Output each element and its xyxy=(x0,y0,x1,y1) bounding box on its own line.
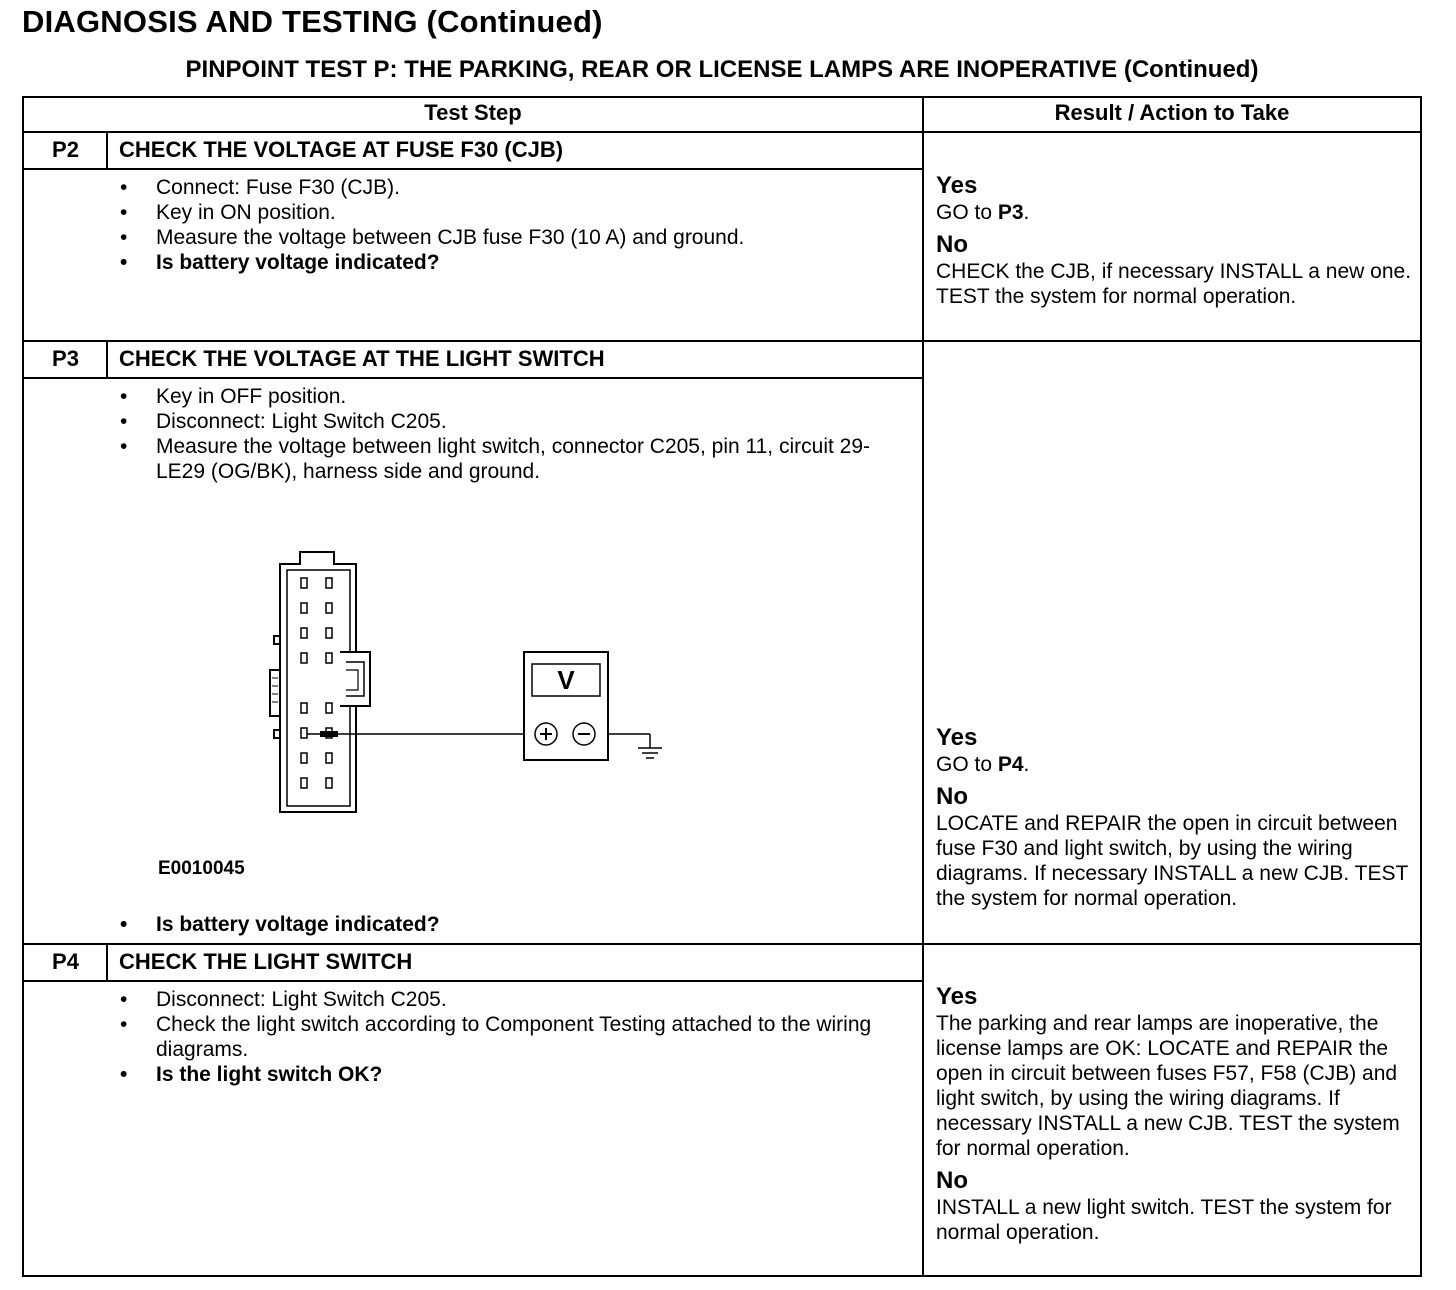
result-yes-label: Yes xyxy=(936,983,978,1010)
step-divider xyxy=(24,340,1420,342)
step-result xyxy=(936,983,1420,1251)
column-header-result: Result / Action to Take xyxy=(1054,100,1290,125)
goto-step-link[interactable]: P3 xyxy=(997,201,1024,224)
step-result xyxy=(936,724,1420,917)
step-divider xyxy=(24,943,1420,945)
result-yes-action: GO to P3. xyxy=(936,201,1030,224)
step-instructions xyxy=(116,384,906,484)
meter-label: V xyxy=(557,665,575,695)
column-header-test-step: Test Step xyxy=(424,100,522,125)
pinpoint-test-table xyxy=(22,96,1422,1277)
instruction-item: • Measure the voltage between CJB fuse F30 (10 A) and ground. xyxy=(116,225,906,250)
result-yes-action: GO to P4. xyxy=(936,753,1030,776)
figure-id: E0010045 xyxy=(158,858,245,879)
column-divider xyxy=(922,98,924,1275)
header-divider xyxy=(24,131,1420,133)
step-question: • Is the light switch OK? xyxy=(116,1062,906,1087)
step-title-divider xyxy=(24,980,922,982)
step-id: P4 xyxy=(52,949,79,974)
voltmeter-connector-diagram xyxy=(262,544,682,824)
result-no-action: LOCATE and REPAIR the open in circuit between fuse F30 and light switch, by using the wiring diagrams. If necessary INSTALL a new CJB. TEST the system for normal operation. xyxy=(936,812,1408,910)
step-title: CHECK THE VOLTAGE AT THE LIGHT SWITCH xyxy=(119,346,605,371)
result-no-action: CHECK the CJB, if necessary INSTALL a new one. TEST the system for normal operation. xyxy=(936,260,1412,308)
result-no-label: No xyxy=(936,231,968,258)
step-instructions xyxy=(116,175,906,275)
result-no-label: No xyxy=(936,1167,968,1194)
step-result xyxy=(936,172,1420,315)
step-title-divider xyxy=(24,377,922,379)
instruction-item: • Disconnect: Light Switch C205. xyxy=(116,987,906,1012)
page-title: DIAGNOSIS AND TESTING (Continued) xyxy=(22,4,603,39)
step-title-divider xyxy=(24,168,922,170)
result-no-action: INSTALL a new light switch. TEST the system for normal operation. xyxy=(936,1196,1392,1244)
result-yes-label: Yes xyxy=(936,724,978,751)
result-yes-action: The parking and rear lamps are inoperative, the license lamps are OK: LOCATE and REPAIR the open in circuit between fuses F57, F58 (CJB) and light switch, by using the wiring diagrams. If necessary INSTALL a new CJB. TEST the system for normal operation. xyxy=(936,1012,1400,1160)
step-instructions xyxy=(116,987,906,1087)
instruction-item: • Check the light switch according to Component Testing attached to the wiring diagrams. xyxy=(116,1012,906,1062)
instruction-item: • Connect: Fuse F30 (CJB). xyxy=(116,175,906,200)
instruction-item: • Disconnect: Light Switch C205. xyxy=(116,409,906,434)
instruction-item: • Key in ON position. xyxy=(116,200,906,225)
result-yes-label: Yes xyxy=(936,172,978,199)
step-id: P3 xyxy=(52,346,79,371)
result-no-label: No xyxy=(936,783,968,810)
step-instructions xyxy=(116,912,906,937)
step-id: P2 xyxy=(52,137,79,162)
step-title: CHECK THE LIGHT SWITCH xyxy=(119,949,413,974)
goto-step-link[interactable]: P4 xyxy=(997,753,1024,776)
instruction-item: • Measure the voltage between light switch, connector C205, pin 11, circuit 29-LE29 (OG/BK), harness side and ground. xyxy=(116,434,906,484)
page-subtitle: PINPOINT TEST P: THE PARKING, REAR OR LICENSE LAMPS ARE INOPERATIVE (Continued) xyxy=(185,56,1259,83)
step-question: • Is battery voltage indicated? xyxy=(116,250,906,275)
step-title: CHECK THE VOLTAGE AT FUSE F30 (CJB) xyxy=(119,137,564,162)
instruction-item: • Key in OFF position. xyxy=(116,384,906,409)
step-question: • Is battery voltage indicated? xyxy=(116,912,906,937)
